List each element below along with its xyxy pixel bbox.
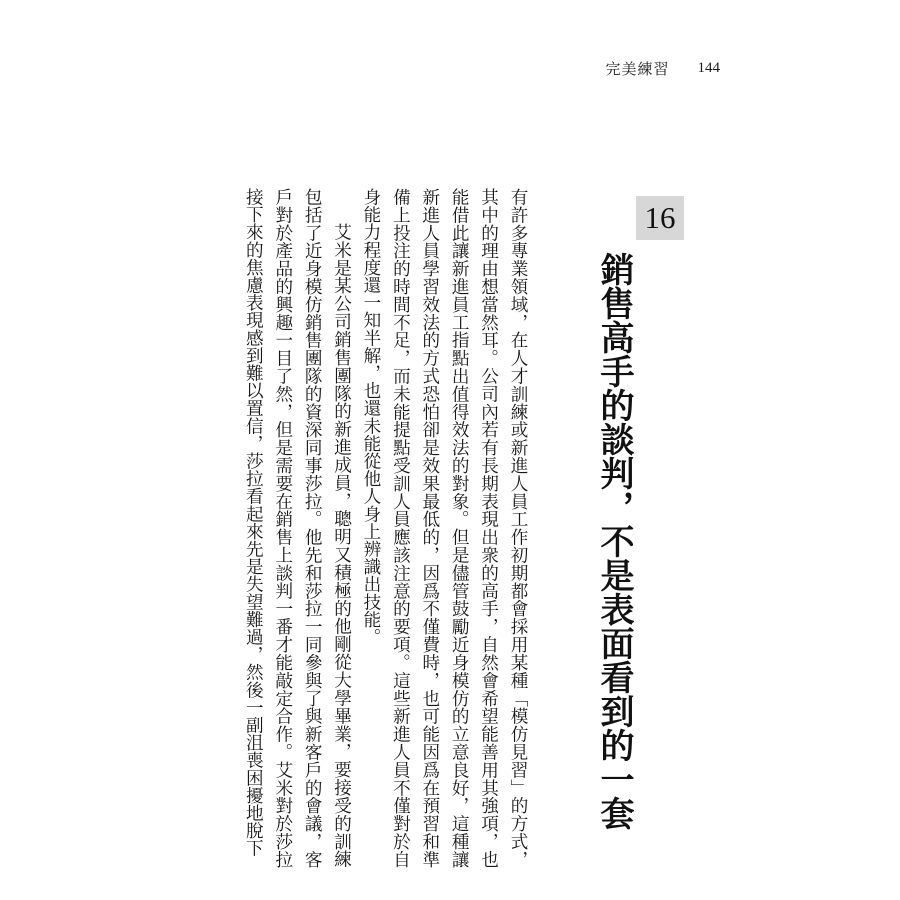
body-text bbox=[238, 188, 532, 868]
chapter-number-box bbox=[636, 196, 684, 240]
running-header bbox=[560, 56, 720, 80]
chapter-number: 16 bbox=[644, 200, 676, 235]
page-number: 144 bbox=[697, 59, 720, 76]
body-paragraph-1: 有許多專業領域，在人才訓練或新進人員工作初期都會採用某種「模仿見習」的方式，其中的理由想當然耳。公司內若有長期表現出衆的高手，自然會希望能善用其強項，也能借此讓新進員工指點出值得效法的對象。但是儘管鼓勵近身模仿的立意良好，這種讓新進人員學習效法的方式恐怕卻是效果最低的，因爲不僅費時，也可能因爲在預習和準備上投注的時間不足，而未能提點受訓人員應該注意的要項。這些新進人員不僅對於自身能力程度還一知半解，也還未能從他人身上辨識出技能。 bbox=[360, 188, 528, 868]
book-title: 完美練習 bbox=[605, 59, 670, 78]
body-paragraph-2: 艾米是某公司銷售團隊的新進成員，聰明又積極的他剛從大學畢業，要接受的訓練包括了近身模仿銷售團隊的資深同事莎拉。他先和莎拉一同參與了與新客戶的會議，客戶對於產品的興趣一目了然，但是需要在銷售上談判一番才能敲定合作。艾米對於莎拉接下來的焦慮表現感到難以置信，莎拉看起來先是失望難過，然後一副沮喪困擾地脫下 bbox=[243, 188, 352, 868]
chapter-title: 銷售高手的談判，不是表面看到的一套 bbox=[594, 252, 634, 830]
